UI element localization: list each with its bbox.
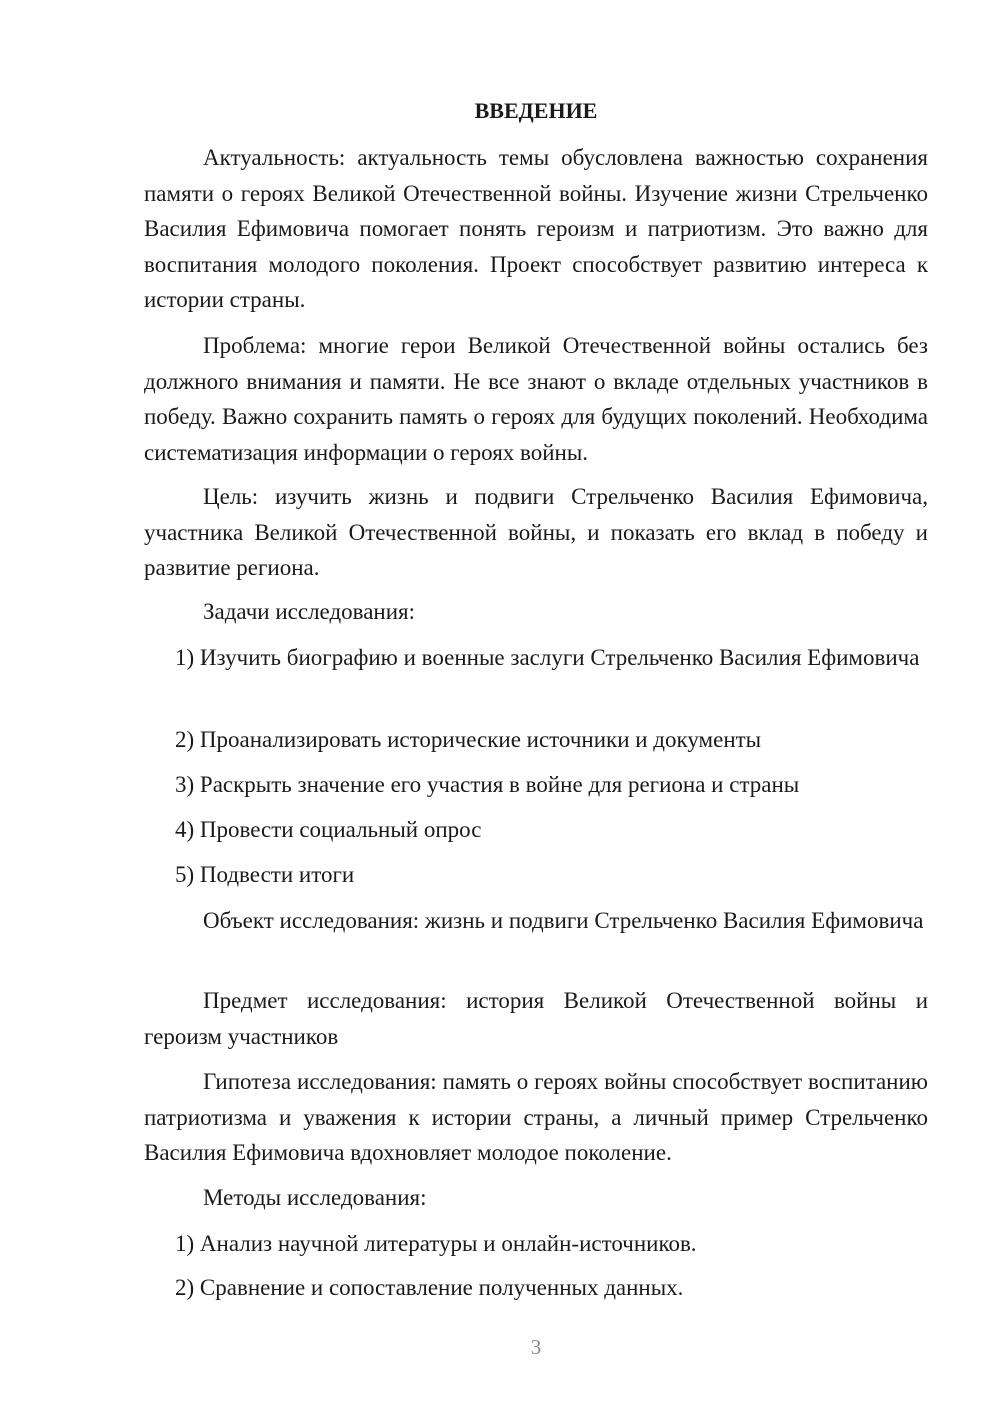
task-item-2: 2) Проанализировать исторические источники и документы <box>175 727 762 752</box>
relevance-paragraph: Актуальность: актуальность темы обусловлена важностью сохранения памяти о героях Великой Отечественной войны. Изучение жизни Стрельченко Василия Ефимовича помогает понять героизм и патриотизм. Это важно для воспитания молодого поколения. Проект способствует развитию интереса к истории страны. <box>144 145 928 312</box>
method-item-1: 1) Анализ научной литературы и онлайн-источников. <box>175 1231 697 1256</box>
method-item-2: 2) Сравнение и сопоставление полученных данных. <box>175 1275 684 1300</box>
object-paragraph: Объект исследования: жизнь и подвиги Стрельченко Василия Ефимовича <box>203 908 924 933</box>
hypothesis-paragraph: Гипотеза исследования: память о героях войны способствует воспитанию патриотизма и уважения к истории страны, а личный пример Стрельченко Василия Ефимовича вдохновляет молодое поколение. <box>144 1069 928 1165</box>
methods-heading: Методы исследования: <box>203 1185 427 1210</box>
subject-paragraph: Предмет исследования: история Великой Отечественной войны и героизм участников <box>144 988 928 1049</box>
task-item-1: 1) Изучить биографию и военные заслуги Стрельченко Василия Ефимовича <box>175 645 920 670</box>
task-item-5: 5) Подвести итоги <box>175 862 355 887</box>
problem-paragraph: Проблема: многие герои Великой Отечественной войны остались без должного внимания и памяти. Не все знают о вкладе отдельных участников в победу. Важно сохранить память о героях для будущих поколений. Необходима систематизация информации о героях войны. <box>144 333 928 465</box>
tasks-heading: Задачи исследования: <box>203 599 416 624</box>
task-item-3: 3) Раскрыть значение его участия в войне для региона и страны <box>175 772 800 797</box>
goal-paragraph: Цель: изучить жизнь и подвиги Стрельченко Василия Ефимовича, участника Великой Отечественной войны, и показать его вклад в победу и развитие региона. <box>144 484 928 580</box>
task-item-4: 4) Провести социальный опрос <box>175 817 482 842</box>
section-title: ВВЕДЕНИЕ <box>474 98 598 123</box>
page-number: 3 <box>530 1335 542 1359</box>
